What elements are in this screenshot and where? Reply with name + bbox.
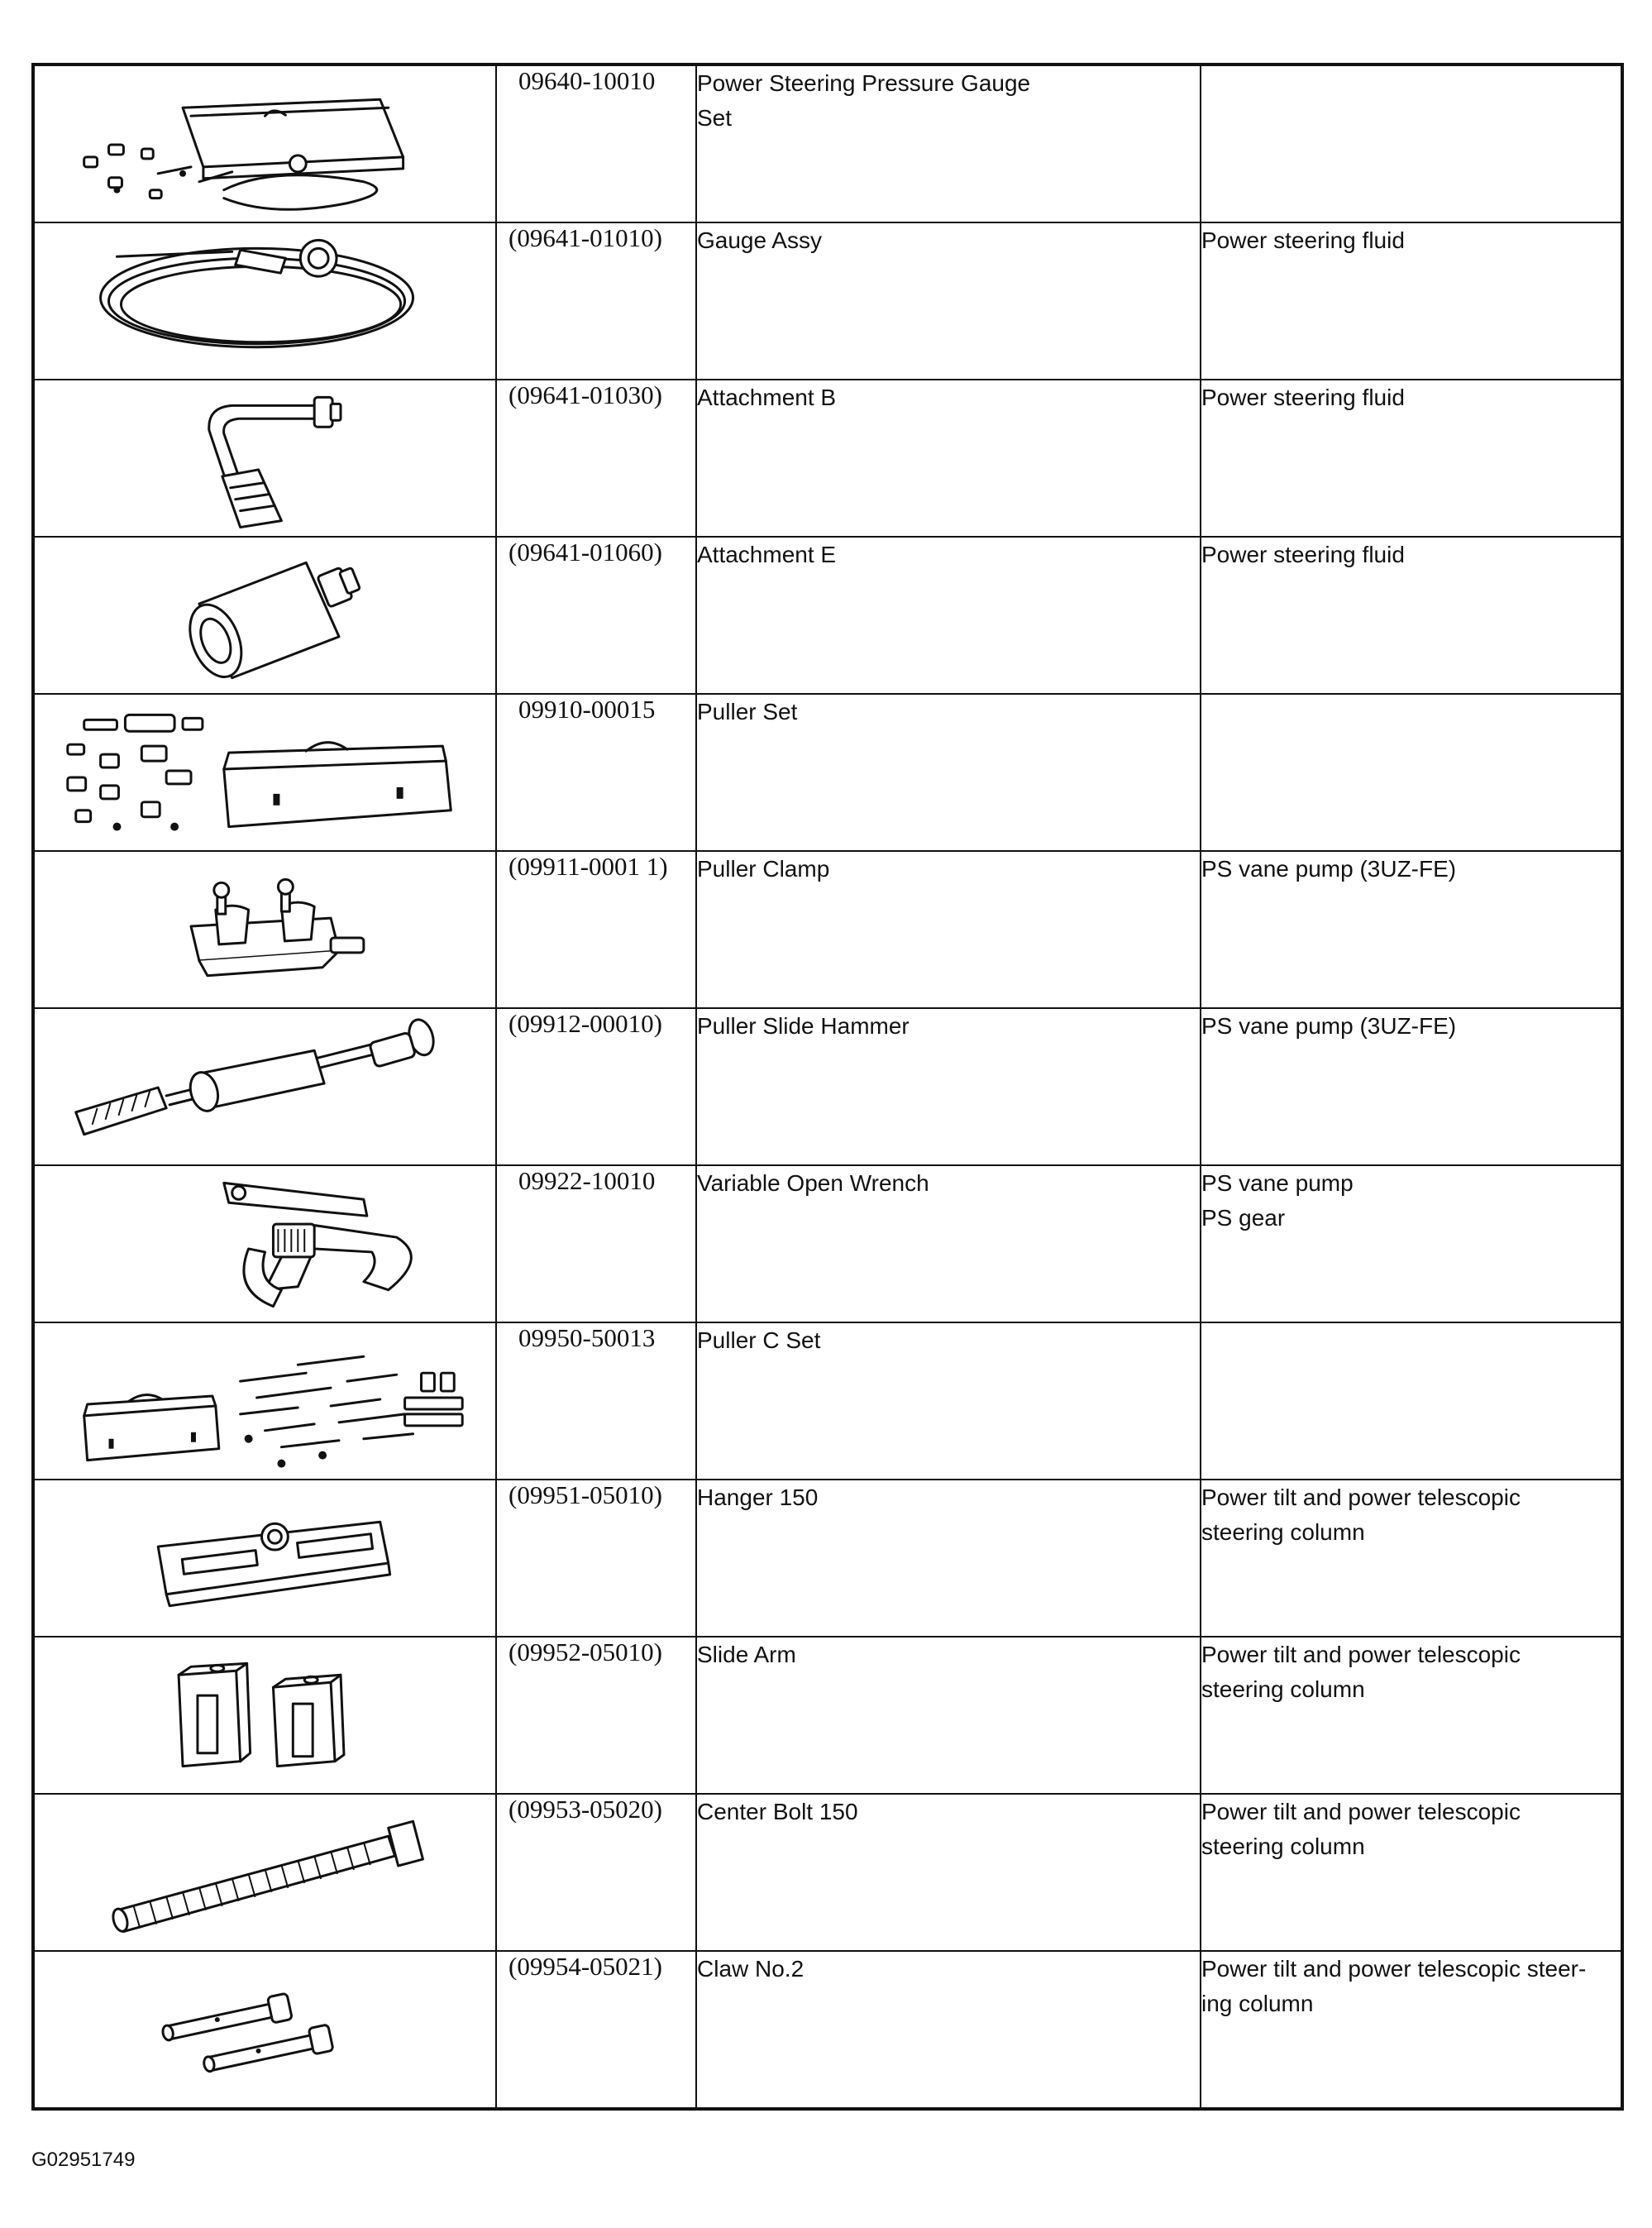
part-number: 09640-10010 (496, 65, 696, 222)
part-number: (09641-01060) (496, 537, 696, 694)
tool-name-line: Puller Clamp (697, 856, 830, 882)
illustration-cell (33, 1637, 496, 1794)
table-row (33, 1008, 1622, 1165)
table-row (33, 65, 1622, 222)
note (1201, 1794, 1622, 1951)
tool-name-line: Attachment E (697, 542, 837, 567)
note-line: steering column (1201, 1834, 1365, 1859)
table-row (33, 1637, 1622, 1794)
claw-bolts-icon (35, 1952, 495, 2107)
attachment-b-icon (35, 380, 495, 536)
note (1201, 537, 1622, 694)
tool-name (696, 1637, 1201, 1794)
illustration-cell (33, 851, 496, 1008)
note (1201, 1637, 1622, 1794)
illustration-cell (33, 380, 496, 537)
note-line: Power steering fluid (1201, 542, 1405, 567)
tool-name (696, 537, 1201, 694)
gauge-assy-hose-icon (35, 223, 495, 379)
table-row (33, 1480, 1622, 1637)
tool-name-line: Slide Arm (697, 1642, 796, 1667)
tool-name (696, 1008, 1201, 1165)
tool-name (696, 1794, 1201, 1951)
note-line: ing column (1201, 1991, 1314, 2016)
center-bolt-icon (35, 1795, 495, 1950)
illustration-cell (33, 1322, 496, 1480)
note-line: Power tilt and power telescopic (1201, 1799, 1521, 1824)
tool-name (696, 851, 1201, 1008)
note (1201, 65, 1622, 222)
table-row (33, 694, 1622, 851)
gauge-set-case-icon (35, 66, 495, 222)
note (1201, 1322, 1622, 1480)
tool-name (696, 1322, 1201, 1480)
part-number: 09950-50013 (496, 1322, 696, 1480)
note-line: Power tilt and power telescopic steer- (1201, 1956, 1587, 1982)
table-row (33, 851, 1622, 1008)
tool-name-line: Puller Slide Hammer (697, 1013, 910, 1039)
illustration-cell (33, 1951, 496, 2109)
illustration-cell (33, 1794, 496, 1951)
note (1201, 694, 1622, 851)
document-id: G02951749 (31, 2149, 136, 2171)
tool-name (696, 380, 1201, 537)
table-row (33, 537, 1622, 694)
part-number: (09641-01010) (496, 222, 696, 380)
note (1201, 1008, 1622, 1165)
part-number: 09922-10010 (496, 1165, 696, 1322)
tool-name (696, 694, 1201, 851)
note (1201, 851, 1622, 1008)
puller-clamp-icon (35, 852, 495, 1007)
part-number: (09954-05021) (496, 1951, 696, 2109)
tool-name-line: Claw No.2 (697, 1956, 805, 1982)
note-line: Power steering fluid (1201, 227, 1405, 253)
tool-name-line: Center Bolt 150 (697, 1799, 858, 1824)
tool-name-line: Hanger 150 (697, 1485, 819, 1510)
note-line: PS gear (1201, 1205, 1286, 1231)
tool-name (696, 65, 1201, 222)
tool-name (696, 222, 1201, 380)
part-number: 09910-00015 (496, 694, 696, 851)
tool-name (696, 1951, 1201, 2109)
tool-name-line: Gauge Assy (697, 227, 822, 253)
note (1201, 380, 1622, 537)
slide-hammer-icon (35, 1009, 495, 1164)
hanger-bar-icon (35, 1480, 495, 1636)
note (1201, 222, 1622, 380)
part-number: (09953-05020) (496, 1794, 696, 1951)
note-line: PS vane pump (1201, 1170, 1354, 1196)
illustration-cell (33, 537, 496, 694)
tool-name-line: Power Steering Pressure Gauge (697, 70, 1031, 96)
note (1201, 1165, 1622, 1322)
slide-arm-blocks-icon (35, 1638, 495, 1793)
part-number: (09911-0001 1) (496, 851, 696, 1008)
note-line: Power tilt and power telescopic (1201, 1642, 1521, 1667)
attachment-e-icon (35, 538, 495, 693)
note-line: PS vane pump (3UZ-FE) (1201, 1013, 1457, 1039)
table-row (33, 1165, 1622, 1322)
tool-name-line: Puller C Set (697, 1327, 821, 1353)
part-number: (09912-00010) (496, 1008, 696, 1165)
puller-set-case-icon (35, 695, 495, 850)
table-row (33, 222, 1622, 380)
part-number: (09952-05010) (496, 1637, 696, 1794)
puller-c-set-case-icon (35, 1323, 495, 1479)
tool-name-line: Puller Set (697, 699, 798, 724)
part-number: (09641-01030) (496, 380, 696, 537)
table-row (33, 1951, 1622, 2109)
table-row (33, 1322, 1622, 1480)
tool-name-line: Variable Open Wrench (697, 1170, 929, 1196)
illustration-cell (33, 222, 496, 380)
tool-name-line: Attachment B (697, 385, 837, 410)
table-row (33, 1794, 1622, 1951)
tool-name-line: Set (697, 105, 733, 131)
note-line: PS vane pump (3UZ-FE) (1201, 856, 1457, 882)
note (1201, 1480, 1622, 1637)
table-row (33, 380, 1622, 537)
note-line: steering column (1201, 1676, 1365, 1702)
illustration-cell (33, 694, 496, 851)
tool-name (696, 1480, 1201, 1637)
part-number: (09951-05010) (496, 1480, 696, 1637)
illustration-cell (33, 1008, 496, 1165)
special-service-tools-table (31, 63, 1624, 2111)
note (1201, 1951, 1622, 2109)
illustration-cell (33, 1480, 496, 1637)
illustration-cell (33, 1165, 496, 1322)
open-wrench-icon (35, 1166, 495, 1322)
note-line: Power tilt and power telescopic (1201, 1485, 1521, 1510)
tool-name (696, 1165, 1201, 1322)
illustration-cell (33, 65, 496, 222)
note-line: Power steering fluid (1201, 385, 1405, 410)
note-line: steering column (1201, 1519, 1365, 1545)
